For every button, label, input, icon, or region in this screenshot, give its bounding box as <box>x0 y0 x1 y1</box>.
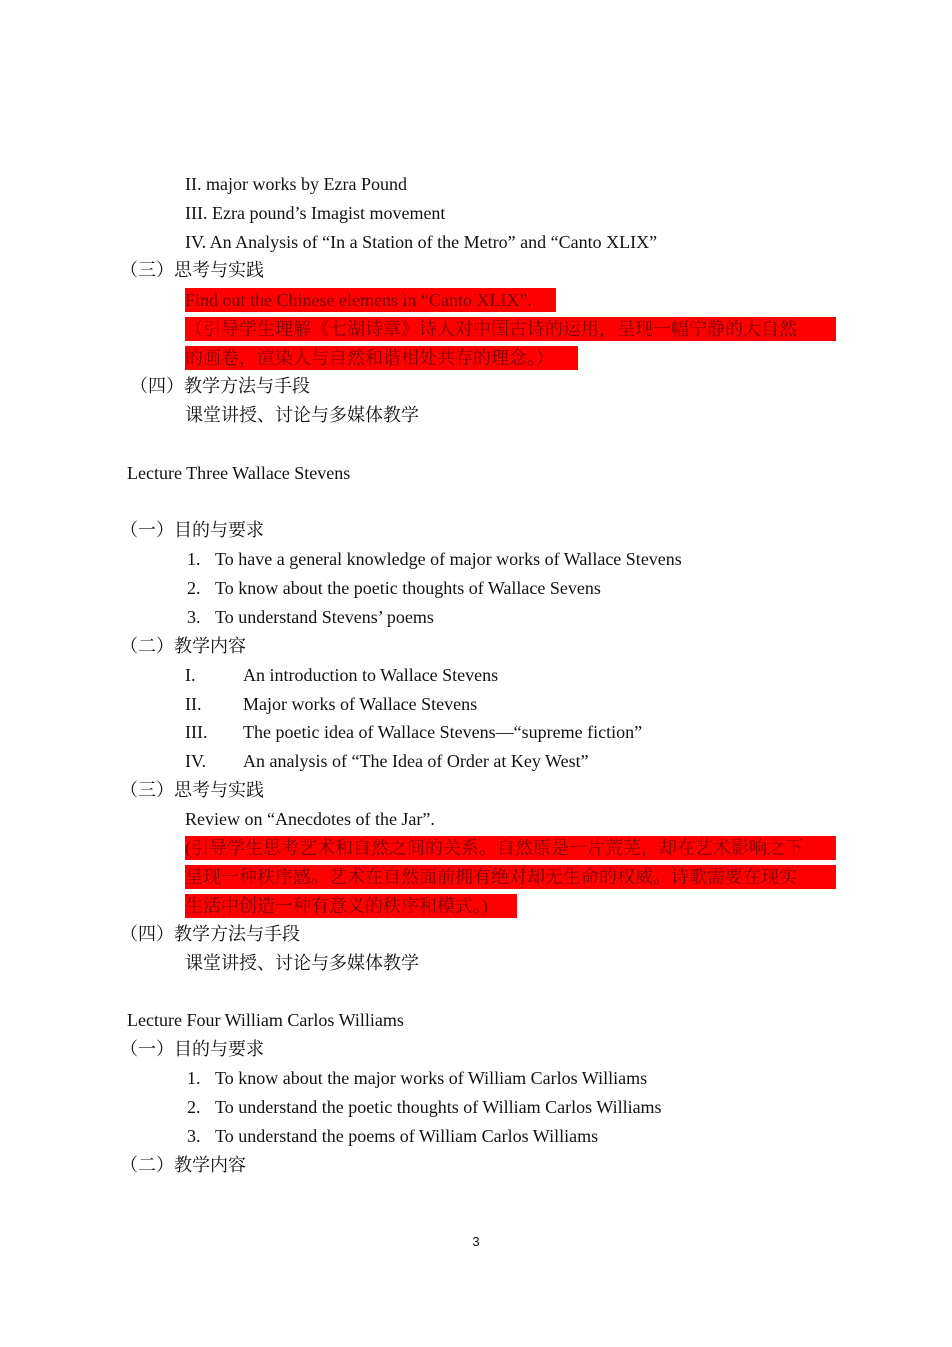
section-heading: （一）目的与要求 <box>120 520 264 540</box>
content-item: II. Major works of Wallace Stevens <box>185 694 478 714</box>
highlighted-note: (引导学生思考艺术和自然之间的关系。自然原是一片荒芜，却在艺术影响之下 <box>185 836 836 860</box>
section-heading: （二）教学内容 <box>120 1155 246 1175</box>
content-item: II. major works by Ezra Pound <box>185 174 407 194</box>
highlighted-task: Find out the Chinese elemens in “Canto XLIX”. <box>185 288 556 312</box>
thinking-task: Review on “Anecdotes of the Jar”. <box>185 809 435 829</box>
section-heading: （一）目的与要求 <box>120 1039 264 1059</box>
section-heading: （二）教学内容 <box>120 636 246 656</box>
section-heading: （三）思考与实践 <box>120 780 264 800</box>
highlighted-note: 生活中创造一种有意义的秩序和模式。) <box>185 894 517 918</box>
page-number: 3 <box>472 1234 480 1249</box>
section-heading: （四）教学方法与手段 <box>120 924 300 944</box>
highlighted-note: 呈现一种秩序感。艺术在自然面前拥有绝对却无生命的权威。诗歌需要在现实 <box>185 865 836 889</box>
aim-item: 1. To know about the major works of William Carlos Williams <box>187 1068 648 1088</box>
aim-item: 3. To understand Stevens’ poems <box>187 607 434 627</box>
aim-item: 2. To understand the poetic thoughts of William Carlos Williams <box>187 1097 662 1117</box>
highlighted-note: 的画卷，渲染人与自然和谐相处共存的理念。） <box>185 346 578 370</box>
content-item: IV. An Analysis of “In a Station of the Metro” and “Canto XLIX” <box>185 232 658 252</box>
content-item: III. The poetic idea of Wallace Stevens—“supreme fiction” <box>185 722 643 742</box>
section-heading: （三）思考与实践 <box>120 260 264 280</box>
lecture-title: Lecture Three Wallace Stevens <box>127 463 351 483</box>
aim-item: 2. To know about the poetic thoughts of Wallace Sevens <box>187 578 601 598</box>
aim-item: 3. To understand the poems of William Carlos Williams <box>187 1126 599 1146</box>
content-item: I. An introduction to Wallace Stevens <box>185 665 499 685</box>
methods-text: 课堂讲授、讨论与多媒体教学 <box>185 953 419 973</box>
highlighted-note: （引导学生理解《七湖诗章》诗人对中国古诗的运用，呈现一幅宁静的大自然 <box>185 317 836 341</box>
section-heading: （四）教学方法与手段 <box>130 376 310 396</box>
lecture-title: Lecture Four William Carlos Williams <box>127 1010 404 1030</box>
content-item: III. Ezra pound’s Imagist movement <box>185 203 446 223</box>
methods-text: 课堂讲授、讨论与多媒体教学 <box>185 405 419 425</box>
content-item: IV. An analysis of “The Idea of Order at Key West” <box>185 751 589 771</box>
aim-item: 1. To have a general knowledge of major works of Wallace Stevens <box>187 549 682 569</box>
